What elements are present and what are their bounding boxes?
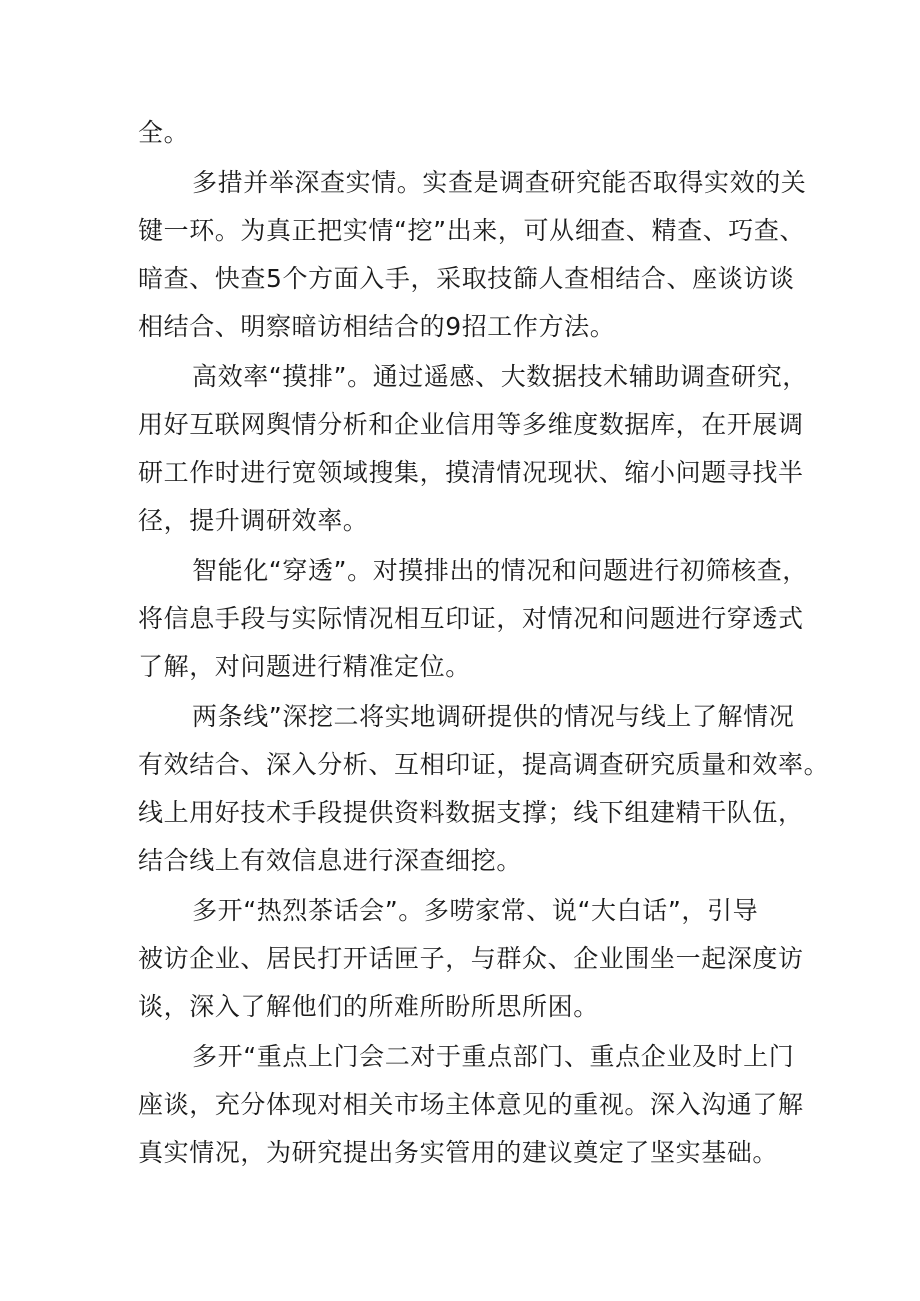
text-line: 真实情况，为研究提出务实管用的建议奠定了坚实基础。: [138, 1138, 779, 1167]
text-line: 了解，对问题进行精准定位。: [138, 652, 471, 681]
text-line: 结合线上有效信息进行深查细挖。: [138, 846, 523, 875]
paragraph-first-line: 智能化“穿透”。对摸排出的情况和问题进行初筛核查，: [192, 556, 808, 585]
text-line: 座谈，充分体现对相关市场主体意见的重视。深入沟通了解: [138, 1090, 804, 1119]
paragraph-first-line: 多开“热烈茶话会”。多唠家常、说“大白话”，引导: [192, 896, 759, 925]
text-line: 键一环。为真正把实情“挖”出来，可从细查、精查、巧查、: [138, 216, 806, 245]
text-line: 谈，深入了解他们的所难所盼所思所困。: [138, 992, 599, 1021]
text-line: 研工作时进行宽领域搜集，摸清情况现状、缩小问题寻找半: [138, 458, 804, 487]
paragraph-first-line: 高效率“摸排”。通过遥感、大数据技术辅助调查研究，: [192, 362, 808, 391]
text-line: 暗查、快查5个方面入手，采取技篩人查相结合、座谈访谈: [138, 264, 795, 293]
text-line: 径，提升调研效率。: [138, 506, 369, 535]
text-line: 全。: [138, 118, 190, 147]
text-line: 用好互联网舆情分析和企业信用等多维度数据库，在开展调: [138, 410, 804, 439]
text-line: 有效结合、深入分析、互相印证，提高调查研究质量和效率。: [138, 750, 830, 779]
paragraph-first-line: 多措并举深查实情。实查是调查研究能否取得实效的关: [192, 168, 807, 197]
text-line: 相结合、明察暗访相结合的9招工作方法。: [138, 312, 616, 341]
paragraph-first-line: 两条线”深挖二将实地调研提供的情况与线上了解情况: [192, 702, 795, 731]
text-line: 被访企业、居民打开话匣子，与群众、企业围坐一起深度访: [138, 944, 804, 973]
paragraph-first-line: 多开“重点上门会二对于重点部门、重点企业及时上门: [192, 1042, 795, 1071]
text-line: 将信息手段与实际情况相互印证，对情况和问题进行穿透式: [138, 604, 804, 633]
text-line: 线上用好技术手段提供资料数据支撑；线下组建精干队伍，: [138, 798, 804, 827]
